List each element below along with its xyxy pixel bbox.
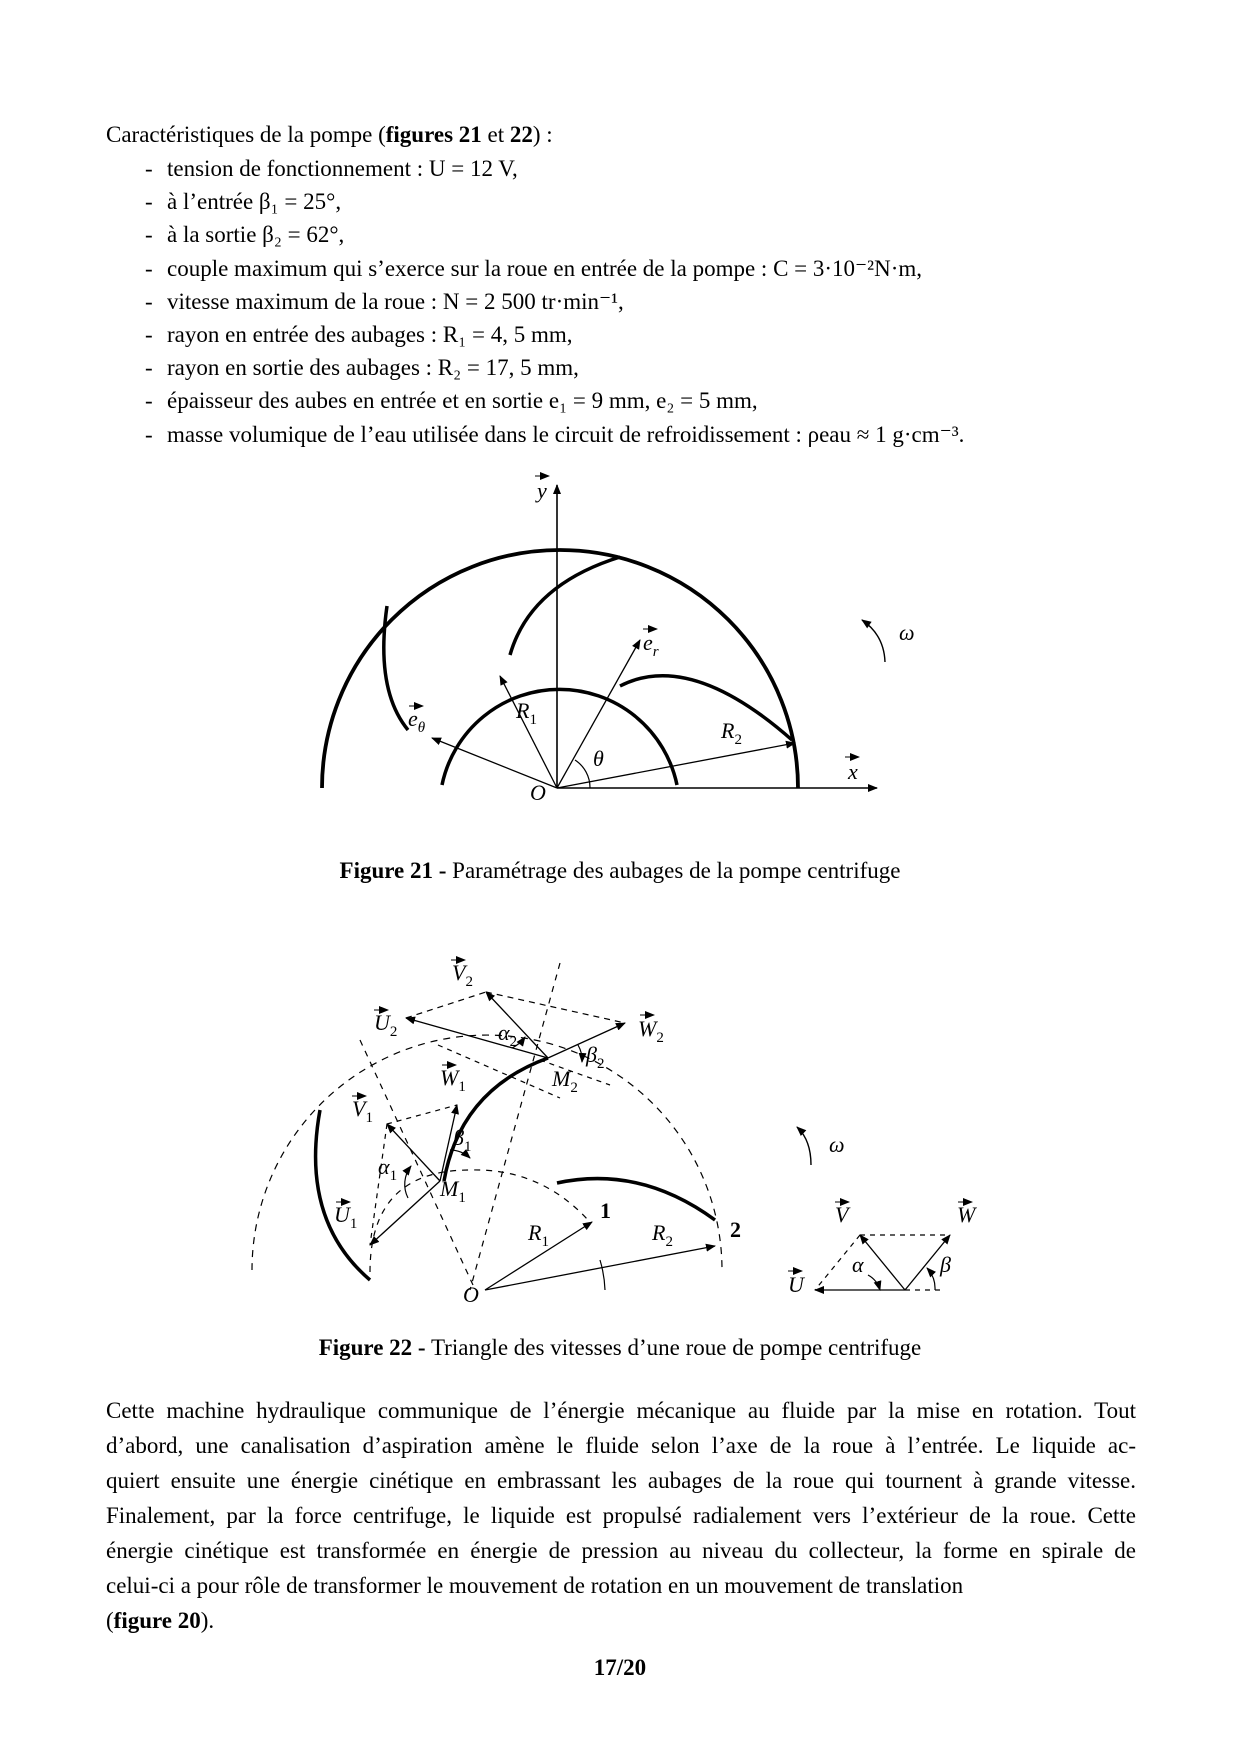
intro-prefix: Caractéristiques de la pompe ( [106, 122, 386, 147]
fig22-v2-label: $V_2$ [452, 960, 473, 990]
page-number: 17/20 [593, 1655, 647, 1680]
fig22-point1-label: 1 [600, 1198, 611, 1223]
paragraph-end-line [106, 1603, 1136, 1638]
intro-suffix: ) : [532, 122, 553, 147]
fig21-x-label: x [848, 759, 858, 784]
fig22-u2-label: $U_2$ [374, 1010, 398, 1040]
fig21-theta-label: θ [593, 746, 604, 771]
fig22-point2-label: 2 [730, 1217, 741, 1242]
figure-22-caption-text: Triangle des vitesses d’une roue de pompe centrifuge [425, 1335, 922, 1360]
fig22-blade [316, 1110, 370, 1280]
fig22-m1-label: $M_1$ [440, 1176, 466, 1206]
figure-21-labels [408, 478, 915, 805]
intro-mid: et [481, 122, 510, 147]
spec-item: - tension de fonctionnement : U = 12 V, [145, 152, 964, 185]
spec-item: - masse volumique de l’eau utilisée dans le circuit de refroidissement : ρeau ≈ 1 g·cm⁻³. [145, 418, 964, 451]
intro-fig-ref: figures 21 [385, 122, 482, 147]
fig22-dashed-line [486, 992, 625, 1023]
paragraph-line: d’abord, une canalisation d’aspiration amène le fluide selon l’axe de la roue à l’entrée. Le liquide ac- [106, 1433, 1136, 1458]
fig22-legend-w-label: W [957, 1202, 976, 1227]
figure-21-caption-label: Figure 21 - [339, 858, 447, 883]
fig22-alpha2-label: $\alpha_2$ [498, 1020, 518, 1050]
fig22-theta-arc [600, 1260, 605, 1290]
paragraph-end-close: ). [200, 1608, 215, 1633]
fig21-y-label: y [537, 478, 547, 503]
figure-21-caption-text: Paramétrage des aubages de la pompe centrifuge [446, 858, 901, 883]
fig21-blade [620, 676, 792, 740]
fig22-legend-v-label: V [835, 1202, 849, 1227]
fig22-legend-alpha-arc [868, 1275, 880, 1290]
fig22-alpha1-arc [405, 1166, 411, 1198]
fig22-omega-arrow [797, 1127, 811, 1165]
fig22-v1-label: $V_1$ [352, 1096, 373, 1126]
body-paragraph [106, 1393, 1136, 1638]
figure-22-caption [0, 1335, 1240, 1361]
fig22-legend-beta-arc [927, 1268, 935, 1290]
fig22-r2-label: $R_2$ [652, 1220, 673, 1250]
figure-22-diagram [252, 960, 972, 1290]
fig21-r1-label: $R_1$ [516, 698, 537, 728]
paragraph-line: celui-ci a pour rôle de transformer le mouvement de rotation en un mouvement de translation [106, 1573, 964, 1598]
spec-item: - à la sortie β₂ = 62°, [145, 218, 964, 251]
fig22-r1-label: $R_1$ [528, 1220, 549, 1250]
fig22-beta2-arc [578, 1045, 582, 1062]
fig22-w1-label: $W_1$ [440, 1065, 466, 1095]
fig22-dashed-line [370, 1124, 387, 1245]
fig22-beta1-label: $\beta_1$ [453, 1125, 472, 1155]
fig21-er-label: $e_r$ [643, 630, 659, 660]
figure-22-caption-label: Figure 22 - [318, 1335, 426, 1360]
paragraph-line: Finalement, par la force centrifuge, le liquide est propulsé radialement vers l’extérieur de la roue. Cette [106, 1503, 1136, 1528]
fig22-blade [444, 1058, 548, 1181]
paragraph-line: Cette machine hydraulique communique de l’énergie mécanique au fluide par la mise en rotation. Tout [106, 1398, 1136, 1423]
fig21-etheta-label: $e_\theta$ [408, 706, 426, 736]
fig21-origin-label: O [530, 780, 546, 805]
fig22-omega-label: ω [829, 1132, 845, 1157]
spec-item: - couple maximum qui s’exerce sur la roue en entrée de la pompe : C = 3·10⁻²N·m, [145, 252, 964, 285]
fig22-legend-beta-label: β [940, 1252, 951, 1277]
fig22-dashed-line [387, 1105, 457, 1124]
spec-item: - rayon en entrée des aubages : R₁ = 4, 5 mm, [145, 318, 964, 351]
figure-21-diagram [322, 476, 885, 788]
paragraph-line: quiert ensuite une énergie cinétique en embrassant les aubages de la roue qui tournent à grande vitesse. [106, 1468, 1136, 1493]
figure-22-labels [334, 960, 977, 1307]
fig22-legend-v-vector [860, 1235, 905, 1290]
fig22-legend-alpha-label: α [852, 1252, 864, 1277]
fig21-r2-label: $R_2$ [721, 718, 742, 748]
fig21-omega-arrow [862, 620, 885, 662]
fig22-alpha1-label: $\alpha_1$ [378, 1154, 398, 1184]
spec-item: - épaisseur des aubes en entrée et en sortie e₁ = 9 mm, e₂ = 5 mm, [145, 384, 964, 417]
fig22-legend-u-label: U [788, 1272, 804, 1297]
spec-item: - vitesse maximum de la roue : N = 2 500 tr·min⁻¹, [145, 285, 964, 318]
spec-item: - rayon en sortie des aubages : R₂ = 17, 5 mm, [145, 351, 964, 384]
fig21-omega-label: ω [899, 620, 915, 645]
fig22-m2-label: $M_2$ [552, 1066, 578, 1096]
fig21-blade [510, 557, 620, 655]
paragraph-end-open: ( [106, 1608, 114, 1633]
paragraph-line: énergie cinétique est transformée en énergie de pression au niveau du collecteur, la forme en spirale de [106, 1538, 1136, 1563]
fig22-w2-label: $W_2$ [638, 1016, 664, 1046]
fig22-origin-label: O [463, 1282, 479, 1307]
fig21-inner-circle [442, 689, 677, 785]
fig22-beta2-label: $\beta_2$ [586, 1042, 605, 1072]
fig22-dashed-line [406, 992, 486, 1018]
figure-21-caption [0, 858, 1240, 884]
fig22-blade [557, 1179, 715, 1220]
fig22-u1-label: $U_1$ [334, 1202, 358, 1232]
intro-fig-ref2: 22 [509, 122, 533, 147]
paragraph-figure-ref: figure 20 [113, 1608, 201, 1633]
spec-item: - à l’entrée β₁ = 25°, [145, 185, 964, 218]
